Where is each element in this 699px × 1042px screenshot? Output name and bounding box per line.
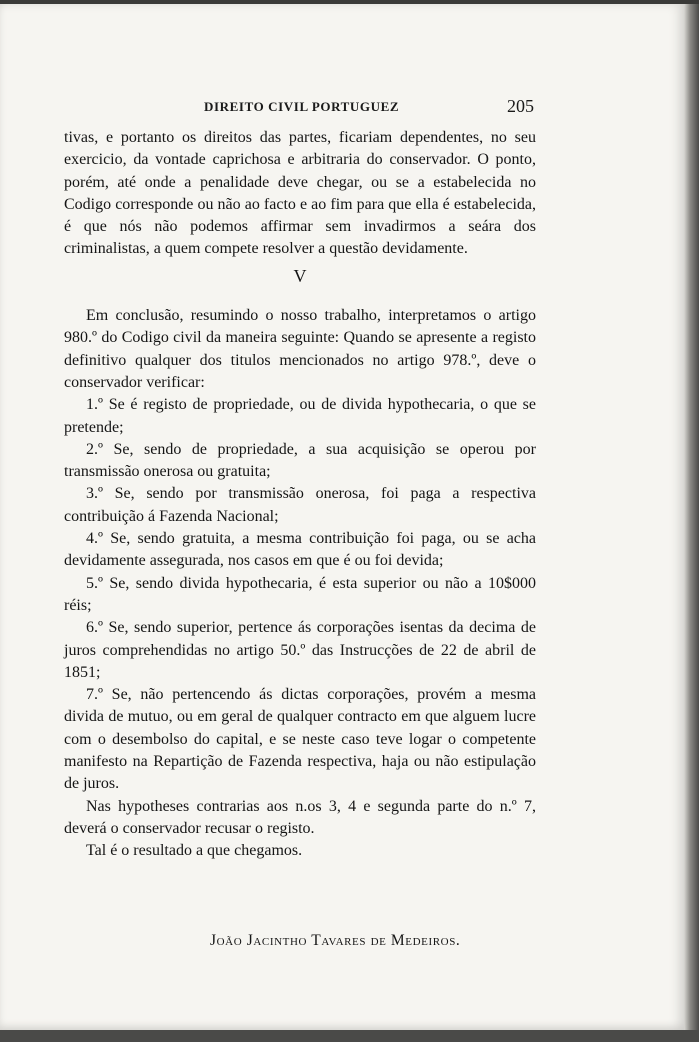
list-item: 6.º Se, sendo superior, pertence ás corporações isentas da decima de juros comprehendidas no artigo 50.º das Instrucções de 22 de abril de 1851; (64, 619, 536, 681)
book-page (0, 4, 684, 1030)
page-edge-shadow (684, 4, 699, 1030)
section-heading: V (293, 265, 307, 286)
paragraph-result: Tal é o resultado a que chegamos. (86, 842, 303, 860)
author-signature: João Jacintho Tavares de Medeiros. (210, 932, 461, 949)
paragraph-continuation: tivas, e portanto os direitos das partes, ficariam dependentes, no seu exercicio, da vontade caprichosa e arbitraria do conservador. O ponto, porém, até onde a penalidade deve chegar, ou se a estabelecida no Codigo corresponde ou não ao facto e ao fim para que ella é estabelecida, é que nós não podemos affirmar sem invadirmos a seára dos criminalistas, a quem compete resolver a questão devidamente. (64, 129, 536, 258)
paragraph-hypotheses: Nas hypotheses contrarias aos n.os 3, 4 e segunda parte do n.º 7, deverá o conservador recusar o registo. (64, 797, 536, 837)
list-item: 3.º Se, sendo por transmissão onerosa, foi paga a respectiva contribuição á Fazenda Nacional; (64, 485, 536, 525)
list-item: 5.º Se, sendo divida hypothecaria, é esta superior ou não a 10$000 réis; (64, 574, 536, 614)
list-item: 2.º Se, sendo de propriedade, a sua acquisição se operou por transmissão onerosa ou gratuita; (64, 440, 536, 481)
list-item: 7.º Se, não pertencendo ás dictas corporações, provém a mesma divida de mutuo, ou em geral de qualquer contracto em que alguem lucre com o desembolso do capital, e se neste caso teve logar o competente manifesto na Repartição de Fazenda respectiva, haja ou não estipulação de juros. (64, 686, 536, 793)
list-item: 4.º Se, sendo gratuita, a mesma contribuição foi paga, ou se acha devidamente assegurada, nos casos em que é ou foi devida; (64, 530, 536, 570)
paragraph-conclusion: Em conclusão, resumindo o nosso trabalho, interpretamos o artigo 980.º do Codigo civil da maneira seguinte: Quando se apresente a registo definitivo qualquer dos titulos mencionados no artigo 978.º, deve o conservador verificar: (64, 307, 536, 391)
running-head: DIREITO CIVIL PORTUGUEZ (204, 99, 400, 114)
body-text (64, 127, 536, 863)
list-item: 1.º Se é registo de propriedade, ou de divida hypothecaria, o que se pretende; (64, 396, 536, 436)
scan-bottom-border (0, 1030, 699, 1042)
page-header (0, 96, 684, 116)
page-number: 205 (507, 96, 534, 116)
